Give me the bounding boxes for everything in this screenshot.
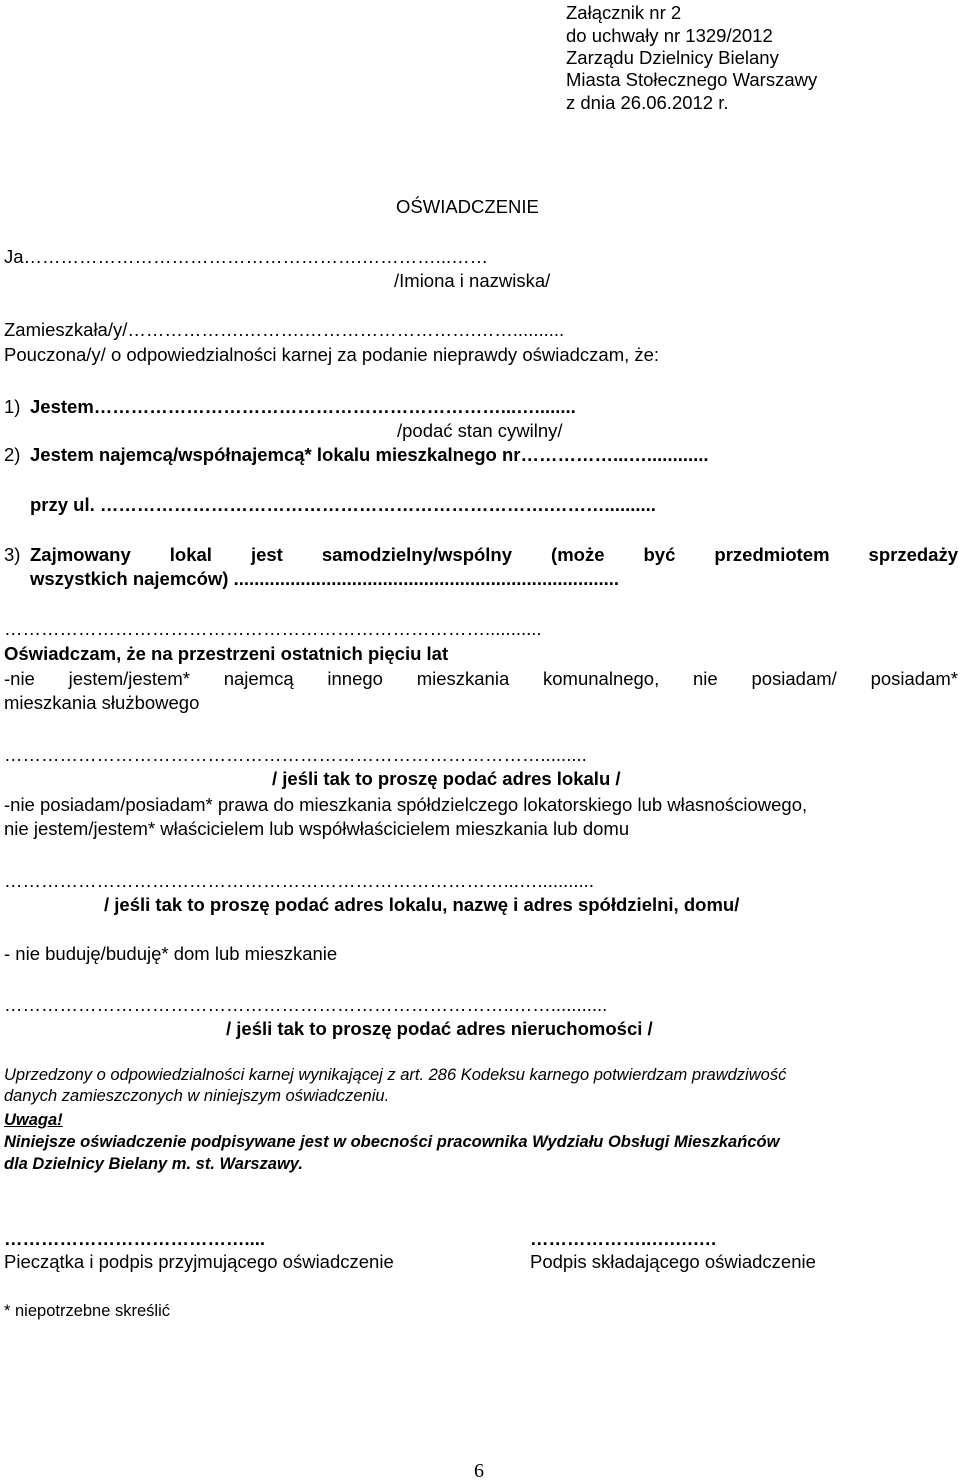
caption-3: / jeśli tak to proszę podać adres lokalu, nazwę i adres spółdzielni, domu/ <box>104 894 740 915</box>
annex-line-4: Miasta Stołecznego Warszawy <box>566 69 818 90</box>
notice-line-2: danych zamieszczonych w niniejszym oświadczeniu. <box>4 1087 390 1105</box>
annex-line-2: do uchwały nr 1329/2012 <box>566 25 773 46</box>
caution-text: Pouczona/y/ o odpowiedzialności karnej za podanie nieprawdy oświadczam, że: <box>4 344 660 365</box>
warning-label: Uwaga! <box>4 1111 63 1129</box>
item-1-text: Jestem…………………………………………………………...…........ <box>30 396 576 417</box>
annex-line-5: z dnia 26.06.2012 r. <box>566 92 729 113</box>
paragraph-1-line-2: mieszkania służbowego <box>4 692 200 713</box>
name-field-line: Ja……………………………………………….…………...…… <box>4 246 489 267</box>
item-2-number: 2) <box>4 444 21 465</box>
name-caption: /Imiona i nazwiska/ <box>394 270 551 291</box>
paragraph-2-line-1: -nie posiadam/posiadam* prawa do mieszkania spółdzielczego lokatorskiego lub własnościowego, <box>4 794 808 815</box>
warning-line-1: Niniejsze oświadczenie podpisywane jest w obecności pracownika Wydziału Obsługi Mieszkańców <box>4 1133 780 1151</box>
item-3-continuation: wszystkich najemców) ........................................................................... <box>30 568 620 589</box>
caption-4: / jeśli tak to proszę podać adres nieruchomości / <box>226 1018 653 1039</box>
item-3-number: 3) <box>4 544 21 565</box>
paragraph-1-line-1: -nie jestem/jestem* najemcą innego mieszkania komunalnego, nie posiadam/ posiadam* <box>4 668 958 689</box>
item-3-text: Zajmowany lokal jest samodzielny/wspólny (może być przedmiotem sprzedaży <box>30 544 958 565</box>
street-field-line: przy ul. ……………………………………………………………….……….......... <box>30 494 656 515</box>
dots-line-1: ……………………………………………………………………........... <box>4 618 542 639</box>
document-title: OŚWIADCZENIE <box>396 196 539 217</box>
signature-left-label: Pieczątka i podpis przyjmującego oświadczenie <box>4 1251 394 1272</box>
signature-right-dots: ………………..….….… <box>530 1228 718 1249</box>
dots-line-3: ………………………………………………………………………...…........... <box>4 870 594 891</box>
warning-line-2: dla Dzielnicy Bielany m. st. Warszawy. <box>4 1155 303 1173</box>
item-2-text: Jestem najemcą/współnajemcą* lokalu mieszkalnego nr……………...…............ <box>30 444 709 465</box>
declaration-title: Oświadczam, że na przestrzeni ostatnich pięciu lat <box>4 643 449 664</box>
page-number: 6 <box>474 1460 484 1482</box>
annex-line-3: Zarządu Dzielnicy Bielany <box>566 47 779 68</box>
paragraph-3: - nie buduję/buduję* dom lub mieszkanie <box>4 943 338 964</box>
footnote: * niepotrzebne skreślić <box>4 1302 170 1320</box>
item-1-caption: /podać stan cywilny/ <box>397 420 563 441</box>
item-1-number: 1) <box>4 396 21 417</box>
signature-right-label: Podpis składającego oświadczenie <box>530 1251 816 1272</box>
paragraph-2-line-2: nie jestem/jestem* właścicielem lub współwłaścicielem mieszkania lub domu <box>4 818 630 839</box>
annex-line-1: Załącznik nr 2 <box>566 2 682 23</box>
residence-field-line: Zamieszkała/y/……………….……….……………………….…….......... <box>4 319 565 340</box>
caption-2: / jeśli tak to proszę podać adres lokalu / <box>272 768 621 789</box>
dots-line-4: ………………………………………………………………………..……........... <box>4 994 608 1015</box>
dots-line-2: ……………………………………………………………………………......... <box>4 744 587 765</box>
signature-left-dots: ………………………………….... <box>4 1228 266 1249</box>
notice-line-1: Uprzedzony o odpowiedzialności karnej wynikającej z art. 286 Kodeksu karnego potwierdzam prawdziwość <box>4 1066 787 1084</box>
